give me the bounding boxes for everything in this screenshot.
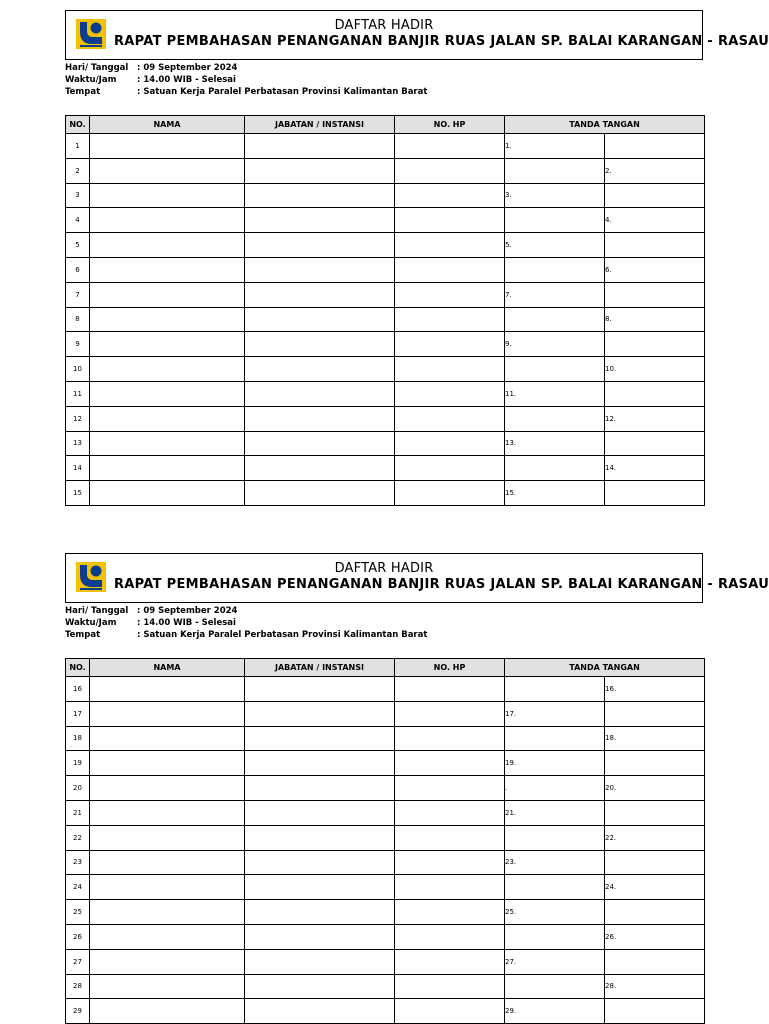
position-cell [245,850,395,875]
signature-left-cell [505,406,605,431]
row-number: 24 [66,875,90,900]
table-row [66,282,705,307]
name-cell [90,456,245,481]
signature-right-cell: 8. [605,307,705,332]
phone-cell [395,701,505,726]
position-cell [245,307,395,332]
table-row [66,233,705,258]
table-row [66,800,705,825]
table-row [66,183,705,208]
info-place-label: Tempat [65,87,101,97]
row-number: 13 [66,431,90,456]
signature-left-cell [505,677,605,702]
signature-right-cell: 16. [605,677,705,702]
phone-cell [395,949,505,974]
name-cell [90,924,245,949]
row-number: 12 [66,406,90,431]
table-header-row [66,659,705,677]
signature-left-cell [505,875,605,900]
position-cell [245,800,395,825]
signature-left-cell [505,158,605,183]
signature-right-cell: 14. [605,456,705,481]
row-number: 20 [66,776,90,801]
signature-right-cell: 24. [605,875,705,900]
position-cell [245,134,395,159]
position-cell [245,456,395,481]
table-row [66,701,705,726]
info-time-row [65,617,427,629]
header-signature: TANDA TANGAN [505,116,705,134]
phone-cell [395,776,505,801]
signature-left-cell: 25. [505,900,605,925]
document-title: DAFTAR HADIR [334,18,434,33]
info-date-value: : 09 September 2024 [137,63,238,73]
row-number: 14 [66,456,90,481]
position-cell [245,332,395,357]
phone-cell [395,900,505,925]
header-signature: TANDA TANGAN [505,659,705,677]
info-time-value: : 14.00 WIB - Selesai [137,75,236,85]
name-cell [90,332,245,357]
signature-right-cell: 6. [605,257,705,282]
position-cell [245,776,395,801]
phone-cell [395,307,505,332]
phone-cell [395,800,505,825]
signature-right-cell: 20. [605,776,705,801]
name-cell [90,307,245,332]
row-number: 16 [66,677,90,702]
signature-right-cell [605,751,705,776]
info-time-label: Waktu/Jam [65,618,117,628]
info-time-label: Waktu/Jam [65,75,117,85]
signature-left-cell: 19. [505,751,605,776]
row-number: 22 [66,825,90,850]
signature-left-cell: 29. [505,999,605,1024]
position-cell [245,875,395,900]
signature-left-cell [505,357,605,382]
position-cell [245,183,395,208]
signature-right-cell: 18. [605,726,705,751]
table-row [66,381,705,406]
signature-left-cell [505,726,605,751]
phone-cell [395,406,505,431]
table-header-row [66,116,705,134]
name-cell [90,257,245,282]
meeting-info [65,62,427,98]
phone-cell [395,134,505,159]
attendance-table [65,658,705,1024]
phone-cell [395,481,505,506]
phone-cell [395,332,505,357]
table-row [66,776,705,801]
name-cell [90,974,245,999]
position-cell [245,677,395,702]
position-cell [245,701,395,726]
info-place-value: : Satuan Kerja Paralel Perbatasan Provinsi Kalimantan Barat [137,87,428,97]
phone-cell [395,924,505,949]
phone-cell [395,233,505,258]
name-cell [90,751,245,776]
signature-right-cell [605,900,705,925]
row-number: 21 [66,800,90,825]
header-phone: NO. HP [395,116,505,134]
row-number: 1 [66,134,90,159]
signature-left-cell [505,825,605,850]
signature-right-cell: 10. [605,357,705,382]
name-cell [90,357,245,382]
row-number: 6 [66,257,90,282]
position-cell [245,208,395,233]
position-cell [245,406,395,431]
position-cell [245,924,395,949]
table-row [66,924,705,949]
signature-left-cell [505,974,605,999]
position-cell [245,825,395,850]
phone-cell [395,677,505,702]
info-date-row [65,605,427,617]
row-number: 27 [66,949,90,974]
position-cell [245,431,395,456]
signature-left-cell: 13. [505,431,605,456]
row-number: 18 [66,726,90,751]
header-name: NAMA [90,116,245,134]
row-number: 26 [66,924,90,949]
row-number: 2 [66,158,90,183]
signature-left-cell: 21. [505,800,605,825]
signature-left-cell: 3. [505,183,605,208]
table-row [66,406,705,431]
row-number: 10 [66,357,90,382]
table-row [66,431,705,456]
row-number: 3 [66,183,90,208]
position-cell [245,257,395,282]
signature-left-cell: 27. [505,949,605,974]
header-no: NO. [66,116,90,134]
phone-cell [395,357,505,382]
table-row [66,208,705,233]
name-cell [90,677,245,702]
phone-cell [395,208,505,233]
signature-left-cell: 17. [505,701,605,726]
signature-right-cell [605,381,705,406]
name-cell [90,481,245,506]
signature-right-cell [605,850,705,875]
name-cell [90,183,245,208]
signature-left-cell [505,924,605,949]
row-number: 19 [66,751,90,776]
position-cell [245,158,395,183]
signature-right-cell [605,800,705,825]
position-cell [245,481,395,506]
position-cell [245,999,395,1024]
name-cell [90,800,245,825]
row-number: 9 [66,332,90,357]
row-number: 28 [66,974,90,999]
name-cell [90,282,245,307]
title-box [65,10,769,60]
meeting-info [65,605,427,641]
row-number: 11 [66,381,90,406]
table-row [66,134,705,159]
phone-cell [395,825,505,850]
table-row [66,307,705,332]
name-cell [90,158,245,183]
info-place-label: Tempat [65,630,101,640]
info-place-row [65,629,427,641]
name-cell [90,949,245,974]
name-cell [90,999,245,1024]
signature-right-cell: 26. [605,924,705,949]
name-cell [90,875,245,900]
row-number: 25 [66,900,90,925]
signature-left-cell: . [505,776,605,801]
signature-right-cell: 28. [605,974,705,999]
phone-cell [395,282,505,307]
signature-left-cell: 7. [505,282,605,307]
signature-right-cell [605,431,705,456]
phone-cell [395,974,505,999]
phone-cell [395,158,505,183]
signature-left-cell: 23. [505,850,605,875]
signature-left-cell: 5. [505,233,605,258]
table-row [66,850,705,875]
signature-left-cell [505,307,605,332]
table-row [66,257,705,282]
info-date-row [65,62,427,74]
document-subtitle: RAPAT PEMBAHASAN PENANGANAN BANJIR RUAS JALAN SP. BALAI KARANGAN - RASAU [114,577,769,592]
signature-right-cell: 12. [605,406,705,431]
info-date-label: Hari/ Tanggal [65,63,129,73]
position-cell [245,974,395,999]
table-row [66,751,705,776]
position-cell [245,381,395,406]
signature-right-cell [605,282,705,307]
info-place-row [65,86,427,98]
document-subtitle: RAPAT PEMBAHASAN PENANGANAN BANJIR RUAS JALAN SP. BALAI KARANGAN - RASAU [114,34,769,49]
table-row [66,825,705,850]
signature-left-cell [505,456,605,481]
phone-cell [395,850,505,875]
phone-cell [395,431,505,456]
phone-cell [395,999,505,1024]
position-cell [245,282,395,307]
position-cell [245,357,395,382]
table-row [66,900,705,925]
phone-cell [395,381,505,406]
name-cell [90,825,245,850]
table-row [66,974,705,999]
name-cell [90,134,245,159]
title-box [65,553,769,603]
info-place-value: : Satuan Kerja Paralel Perbatasan Provinsi Kalimantan Barat [137,630,428,640]
table-row [66,481,705,506]
signature-right-cell [605,701,705,726]
row-number: 4 [66,208,90,233]
signature-right-cell [605,134,705,159]
signature-right-cell [605,233,705,258]
phone-cell [395,875,505,900]
document-title: DAFTAR HADIR [334,561,434,576]
name-cell [90,233,245,258]
position-cell [245,233,395,258]
header-name: NAMA [90,659,245,677]
row-number: 7 [66,282,90,307]
table-row [66,456,705,481]
position-cell [245,949,395,974]
info-date-label: Hari/ Tanggal [65,606,129,616]
position-cell [245,726,395,751]
signature-left-cell: 1. [505,134,605,159]
table-row [66,875,705,900]
info-date-value: : 09 September 2024 [137,606,238,616]
header-position: JABATAN / INSTANSI [245,116,395,134]
signature-right-cell: 22. [605,825,705,850]
signature-left-cell [505,208,605,233]
name-cell [90,431,245,456]
signature-right-cell [605,183,705,208]
position-cell [245,751,395,776]
table-row [66,999,705,1024]
info-time-row [65,74,427,86]
table-row [66,357,705,382]
table-row [66,726,705,751]
row-number: 15 [66,481,90,506]
signature-left-cell [505,257,605,282]
signature-right-cell: 2. [605,158,705,183]
signature-right-cell [605,481,705,506]
table-row [66,332,705,357]
row-number: 5 [66,233,90,258]
table-row [66,677,705,702]
phone-cell [395,726,505,751]
name-cell [90,726,245,751]
attendance-table [65,115,705,506]
name-cell [90,900,245,925]
info-time-value: : 14.00 WIB - Selesai [137,618,236,628]
table-row [66,949,705,974]
signature-left-cell: 15. [505,481,605,506]
row-number: 29 [66,999,90,1024]
signature-left-cell: 9. [505,332,605,357]
phone-cell [395,257,505,282]
position-cell [245,900,395,925]
row-number: 8 [66,307,90,332]
signature-left-cell: 11. [505,381,605,406]
name-cell [90,406,245,431]
header-no: NO. [66,659,90,677]
row-number: 23 [66,850,90,875]
name-cell [90,776,245,801]
name-cell [90,381,245,406]
name-cell [90,208,245,233]
signature-right-cell [605,949,705,974]
phone-cell [395,751,505,776]
name-cell [90,701,245,726]
signature-right-cell [605,999,705,1024]
phone-cell [395,456,505,481]
table-row [66,158,705,183]
name-cell [90,850,245,875]
signature-right-cell [605,332,705,357]
signature-right-cell: 4. [605,208,705,233]
row-number: 17 [66,701,90,726]
phone-cell [395,183,505,208]
header-phone: NO. HP [395,659,505,677]
header-position: JABATAN / INSTANSI [245,659,395,677]
